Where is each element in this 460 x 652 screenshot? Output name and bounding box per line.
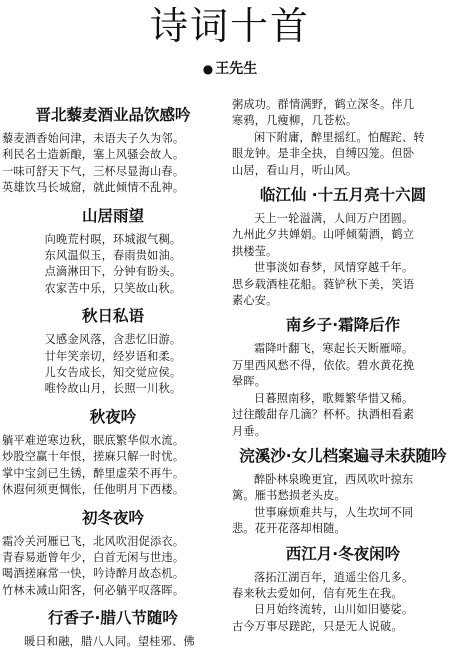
poem-line: 霜冷关河雁已飞，北风吹泪促添衣。 xyxy=(2,534,185,548)
poem-line: 英雄饮马长城窟，就此倾情不乱神。 xyxy=(2,181,185,195)
poem-block xyxy=(2,305,224,398)
right-column xyxy=(232,97,454,635)
poem-block xyxy=(2,205,224,298)
poem-stanza xyxy=(232,97,454,130)
poem-line: 素心安。 xyxy=(232,294,278,308)
poem-stanza xyxy=(232,146,454,179)
poem-line: 暖日和融，腊八人同。望桂邪、佛 xyxy=(24,635,195,649)
poem-stanza xyxy=(232,521,454,537)
poem-line: 点滴淋田下，分钟有盼头。 xyxy=(44,265,182,279)
poem-stanza xyxy=(232,260,454,276)
poem-stanza xyxy=(232,472,454,488)
author-byline xyxy=(0,60,460,78)
poem-line: 醉卧林泉晚更宜，西风吹叶掠东 xyxy=(254,472,414,486)
poem-line: 一味可舒天下气，三杯尽显海山春。 xyxy=(2,164,185,178)
poem-block xyxy=(232,184,454,309)
poem-stanza xyxy=(232,211,454,227)
poem-title: 浣溪沙·女儿档案遍寻未获随吟 xyxy=(239,446,447,465)
poem-line: 掌中宝剑已生锈，醉里虚荣不再牛。 xyxy=(2,466,185,480)
poem-line: 粥成功。群情满野，鹤立深冬。伴几 xyxy=(232,98,415,111)
poem-line: 藜麦酒香始问津，未语夫子久为邻。 xyxy=(2,132,185,145)
poem-line: 霜降叶翻飞，寒起长天断雁啼。 xyxy=(254,342,414,356)
poem-line: 青春易逝曾年少，白首无闲与世违。 xyxy=(2,550,185,564)
poem-line: 炒股空赢十年恨，搓麻只解一时忧。 xyxy=(2,450,185,464)
poem-title: 秋日私语 xyxy=(81,307,144,326)
poem-line: 世事淡如春梦，风情穿越千年。 xyxy=(254,261,414,275)
poem-stanza xyxy=(232,341,454,357)
poem-line: 万里西风愁不得，依依。碧水黄花挽 xyxy=(232,358,415,372)
poem-line: 日月始终流转，山川如旧婆娑。 xyxy=(254,603,414,617)
poem-block xyxy=(232,543,454,636)
poem-line: 休遐何须更惆怅，任他明月下西楼。 xyxy=(2,483,185,497)
author-name: 王先生 xyxy=(215,61,258,77)
poem-title: 南乡子·霜降后作 xyxy=(285,316,401,335)
poem-block xyxy=(2,507,224,600)
poem-stanza xyxy=(232,407,454,440)
poem-stanza xyxy=(232,277,454,310)
poem-line: 儿女告成长，知交觉应侯。 xyxy=(44,366,182,380)
poem-line: 眼龙钟。是非全抉，自缚囚笼。但卧 xyxy=(232,147,415,161)
poem-title: 初冬夜吟 xyxy=(81,508,144,527)
poem-stanza xyxy=(232,619,454,635)
poem-line: 九州此夕共婵娟。山呼倾菊酒，鹤立 xyxy=(232,228,415,242)
poem-line: 喝酒搓麻常一快，吟诗醉月故态机。 xyxy=(2,567,185,581)
poem-stanza xyxy=(232,130,454,146)
poem-line: 春来秋去爱如何，信有死生在我。 xyxy=(232,586,403,600)
poem-line: 又感金风落，含悲忆旧游。 xyxy=(44,333,182,347)
poem-stanza xyxy=(232,570,454,586)
poem-line: 寒鸦，几瘦柳，几苍松。 xyxy=(232,114,358,128)
poem-line: 廿年笑亲切，经岁语和柔。 xyxy=(44,349,182,363)
poem-stanza xyxy=(232,488,454,504)
poem-line: 日暮照南移，歌舞繁华惜又稀。 xyxy=(254,391,414,405)
article-title: 诗词十首 xyxy=(149,4,310,48)
poem-block xyxy=(232,445,454,538)
bullet-icon: ● xyxy=(202,62,214,76)
poem-block xyxy=(2,607,224,650)
poem-line: 向晚荒村暝，环城淑气稠。 xyxy=(44,232,182,246)
poem-line: 农家苦中乐，只笑故山秋。 xyxy=(44,281,182,295)
poem-stanza xyxy=(2,634,224,650)
poem-stanza xyxy=(232,227,454,260)
poem-line: 闲下附庸，醉里摇红。怕醒跎、转 xyxy=(254,130,425,144)
poem-block xyxy=(2,104,224,197)
poem-line: 悲。花开花落却相随。 xyxy=(232,522,346,536)
poem-line: 篱。雁书愁损老头皮。 xyxy=(232,489,346,503)
poem-block xyxy=(2,406,224,499)
poem-title: 西江月·冬夜闲吟 xyxy=(285,544,401,563)
poem-block xyxy=(232,314,454,439)
poem-title: 行香子·腊八节随吟 xyxy=(48,609,178,628)
poem-title: 晋北藜麦酒业品饮感吟 xyxy=(35,106,191,124)
poem-line: 晕晖。 xyxy=(232,375,267,389)
poem-block xyxy=(232,97,454,179)
poem-line: 过往酸甜存几滴？杯杯。执酒相看素 xyxy=(232,408,415,422)
poem-line: 躺平难逆寒边秋，眠底繁华似水流。 xyxy=(2,433,185,447)
poem-line: 落拓江湖百年，逍遥尘俗几多。 xyxy=(254,570,414,584)
poem-title: 临江仙 ·十五月亮十六圆 xyxy=(259,186,427,205)
article-header xyxy=(0,0,460,90)
poem-line: 东风温似玉，春雨贵如油。 xyxy=(44,249,182,263)
poem-line: 利民名士造新酿，塞上风骚会故人。 xyxy=(2,148,185,162)
poem-line: 天上一轮溢满，人间万户团圆。 xyxy=(254,212,414,226)
poem-line: 世事麻烦难共与，人生坎坷不同 xyxy=(254,505,414,519)
poem-line: 月垂。 xyxy=(232,424,267,438)
poem-line: 唯怜故山月，长照一川秋。 xyxy=(44,382,182,396)
left-column xyxy=(2,96,224,651)
poem-stanza xyxy=(232,358,454,391)
poem-stanza xyxy=(232,505,454,521)
poem-line: 思乡载酒桂花船。蕤铲秋下美，笑语 xyxy=(232,277,415,291)
poem-line: 拱楼莹。 xyxy=(232,244,278,258)
poem-line: 山居，看山月，听山风。 xyxy=(232,163,358,177)
poem-stanza xyxy=(232,602,454,618)
poem-title: 山居雨望 xyxy=(81,206,144,225)
poem-title: 秋夜吟 xyxy=(89,407,137,426)
poem-line: 竹林未减山阳客，何必躺平叹落晖。 xyxy=(2,583,185,597)
poem-line: 古今万事尽蹉跎，只是无人说破。 xyxy=(232,619,403,633)
poem-stanza xyxy=(232,586,454,602)
poem-stanza xyxy=(232,391,454,407)
